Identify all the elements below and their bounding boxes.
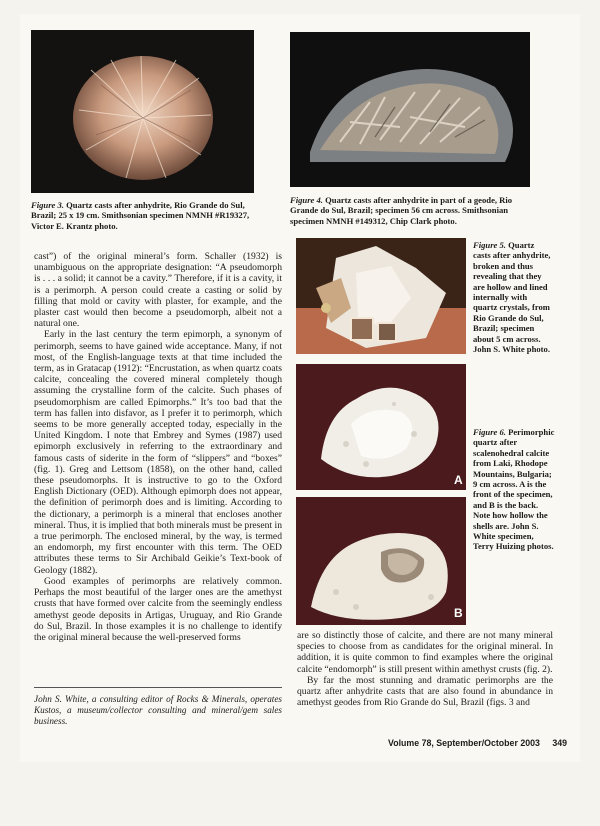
left-paragraph-1: cast”) of the original mineral’s form. Schaller (1932) is unambiguous on the appropriate designation: “A pseudomorph is . . . a solid; it cannot be a cavity.” Therefore, if it is a cavity, it is a perimorph. A person could create a casting or solid by filling that mold or cavity with plaster, for example, and the plaster cast would then become a pseudomorph, albeit not a natural one. — [34, 251, 282, 330]
figure-3-caption — [31, 200, 254, 231]
figure-5-caption-lead: Figure 5. — [473, 240, 506, 250]
bio-divider — [34, 687, 282, 688]
left-column-text — [34, 251, 282, 643]
figure-6a-label: A — [454, 473, 463, 487]
figure-4-caption-lead: Figure 4. — [290, 195, 323, 205]
figure-6-caption-body: Perimorphic quartz after scalenohedral calcite from Laki, Rhodope Mountains, Bulgaria; 9 cm across. A is the front of the specimen, and B is the back. Note how hollow the shells are. John S. White specimen, Terry Huizing photos. — [473, 427, 555, 552]
figure-4-caption — [290, 195, 540, 226]
magazine-page — [20, 14, 580, 762]
issue-info: Volume 78, September/October 2003 — [388, 738, 540, 748]
figure-6-caption-lead: Figure 6. — [473, 427, 506, 437]
left-paragraph-2: Early in the last century the term epimorph, a synonym of perimorph, seems to have gained wide acceptance. Many, if not most, of the English-language texts at that time included the term, as in Gratacap (1912): “Encrustation, as when quartz coats calcite, concealing the covered mineral completely though assuming the crystalline form of the calcite. Such phases of pseudomorphism are called Epimorphs.” It’s too bad that the term has fallen into disfavor, as I prefer it to perimorph, which seems to be more generally accepted today, especially in the United Kingdom. I note that Embrey and Symes (1987) used epimorph exclusively in referring to the extraordinary and famous casts of siderite in the form of “slippers” and “boxes” (fig. 1). Greg and Lettsom (1858), on the other hand, called these pseudomorphs. It is instructive to go to the Oxford English Dictionary (OED). Although epimorph does not appear, the definition of perimorph does and is limiting. According to the dictionary, a perimorph is a mineral that encloses another mineral. Thus, it is implied that both minerals must be present in a true perimorph. The enclosed mineral, by the way, is termed an endomorph, my first encounter with this term. The OED attributes these terms to Sir Archibald Geikie’s Text-book of Geology (1882). — [34, 329, 282, 576]
figure-5-caption — [473, 240, 553, 354]
figure-6b-photo — [296, 497, 466, 625]
figure-4-photo — [290, 32, 530, 187]
figure-3-photo — [31, 30, 254, 193]
right-paragraph-1: are so distinctly those of calcite, and there are not many mineral species to choose from as candidates for the original mineral. In addition, it is quite common to find examples where the original calcite “endomorph” is still present within amethyst crusts (fig. 2). — [297, 630, 553, 675]
figure-6a-photo — [296, 364, 466, 490]
page-number: 349 — [552, 738, 568, 748]
figure-5-photo — [296, 238, 466, 354]
right-column-text — [297, 630, 553, 708]
figure-3-caption-body: Quartz casts after anhydrite, Rio Grande do Sul, Brazil; 25 x 19 cm. Smithsonian specimen NMNH #R19327, Victor E. Krantz photo. — [31, 200, 250, 231]
figure-3-caption-lead: Figure 3. — [31, 200, 64, 210]
right-paragraph-2: By far the most stunning and dramatic perimorphs are the quartz after anhydrite casts that are also found in abundance in amethyst geodes from Rio Grande do Sul, Brazil (figs. 3 and — [297, 674, 553, 709]
page-footer — [388, 738, 567, 748]
figure-4-caption-body: Quartz casts after anhydrite in part of a geode, Rio Grande do Sul, Brazil; specimen 56 cm across. Smithsonian specimen NMNH #149312, Chip Clark photo. — [290, 195, 513, 226]
figure-6-caption — [473, 427, 555, 552]
figure-6b-label: B — [454, 606, 463, 620]
figure-5-caption-body: Quartz casts after anhydrite, broken and thus revealing that they are hollow and lined internally with quartz crystals, from Rio Grande do Sul, Brazil; specimen about 5 cm across. John S. White photo. — [473, 240, 551, 355]
author-bio: John S. White, a consulting editor of Rocks & Minerals, operates Kustos, a museum/collector consulting and mineral/gem sales business. — [34, 694, 282, 726]
left-paragraph-3: Good examples of perimorphs are relatively common. Perhaps the most beautiful of the larger ones are the amethyst crusts that have formed over calcite from the seemingly endless amethyst geode deposits in Artigas, Uruguay, and Rio Grande do Sul, Brazil. In those examples it is no challenge to identify the original mineral because the well-preserved forms — [34, 575, 282, 643]
